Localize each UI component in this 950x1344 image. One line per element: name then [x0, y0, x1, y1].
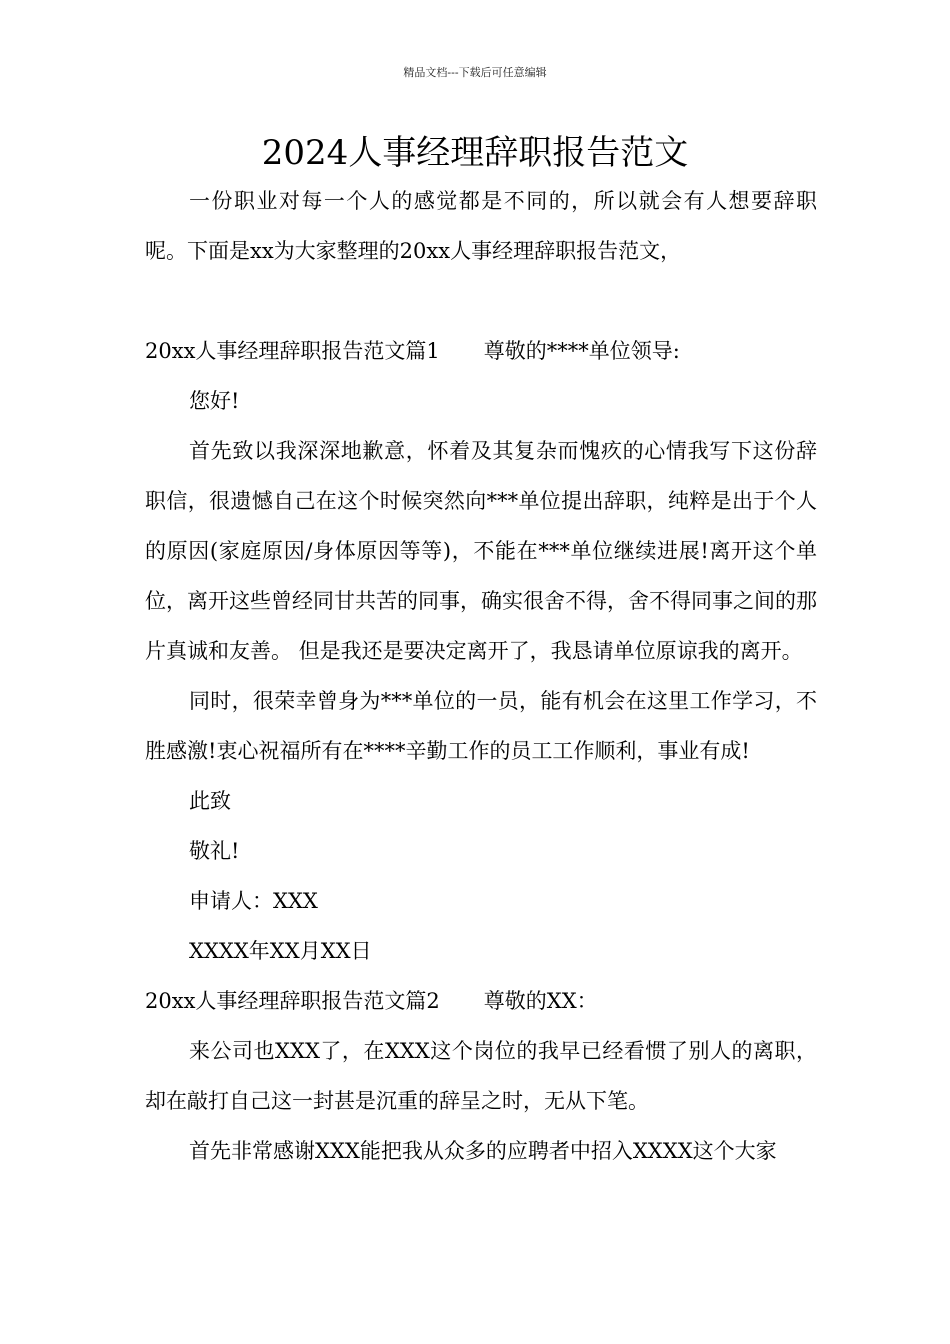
intro-paragraph: 一份职业对每一个人的感觉都是不同的，所以就会有人想要辞职呢。下面是xx为大家整理的20xx人事经理辞职报告范文，	[145, 189, 817, 263]
section2-heading: 20xx人事经理辞职报告范文篇2	[145, 989, 440, 1013]
section2-salutation: 尊敬的XX：	[483, 989, 598, 1013]
document-title: 2024人事经理辞职报告范文	[261, 133, 689, 173]
section1-salutation: 尊敬的****单位领导:	[483, 339, 680, 363]
section1-heading-line	[145, 326, 817, 376]
section1-heading: 20xx人事经理辞职报告范文篇1	[145, 339, 440, 363]
document-body	[145, 176, 817, 1176]
section1-closing-2: 敬礼!	[189, 839, 240, 863]
section1-greeting: 您好!	[189, 389, 240, 413]
section2-paragraph-1: 来公司也XXX了，在XXX这个岗位的我早已经看惯了别人的离职，却在敲打自己这一封甚是沉重的辞呈之时，无从下笔。	[145, 1039, 817, 1113]
section1-date: XXXX年XX月XX日	[189, 939, 372, 963]
section1-applicant: 申请人：XXX	[189, 889, 318, 913]
section1-paragraph-2: 同时，很荣幸曾身为***单位的一员，能有机会在这里工作学习，不胜感激!衷心祝福所有在****辛勤工作的员工工作顺利，事业有成!	[145, 689, 817, 763]
section1-closing-1: 此致	[189, 789, 231, 813]
section2-paragraph-2: 首先非常感谢XXX能把我从众多的应聘者中招入XXXX这个大家	[189, 1139, 777, 1163]
page-header: 精品文档---下载后可任意编辑	[403, 66, 547, 79]
section1-paragraph-1: 首先致以我深深地歉意，怀着及其复杂而愧疚的心情我写下这份辞职信，很遗憾自己在这个时候突然向***单位提出辞职，纯粹是出于个人的原因(家庭原因/身体原因等等)，不能在***单位继续进展!离开这个单位，离开这些曾经同甘共苦的同事，确实很舍不得，舍不得同事之间的那片真诚和友善。 但是我还是要决定离开了，我恳请单位原谅我的离开。	[145, 439, 817, 663]
section2-heading-line	[145, 976, 817, 1026]
